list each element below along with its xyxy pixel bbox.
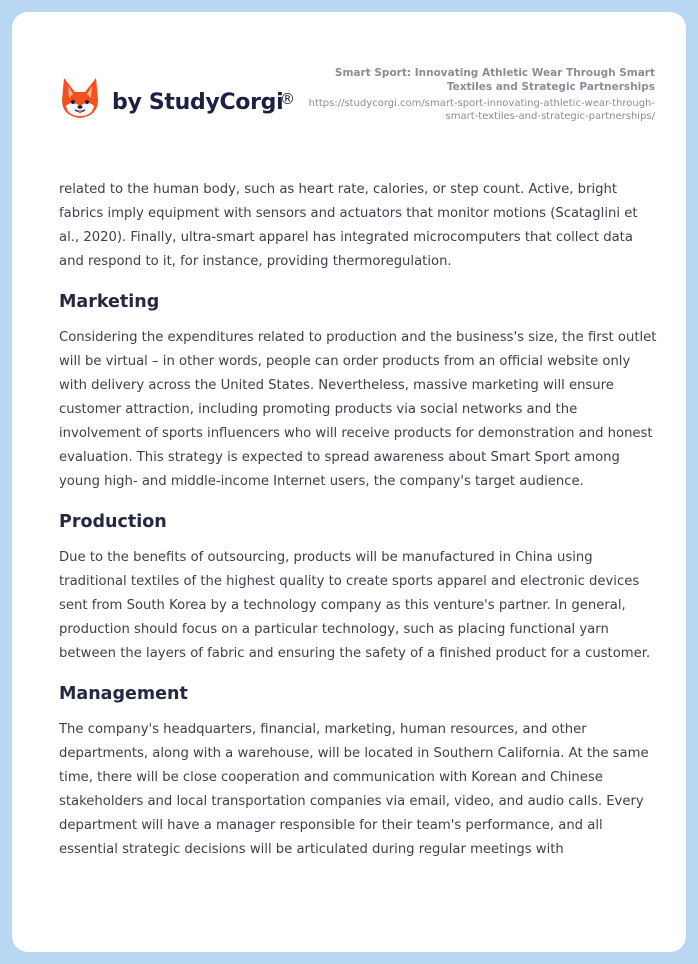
section-heading-management: Management (59, 684, 188, 704)
document-title: Smart Sport: Innovating Athletic Wear Through Smart Textiles and Strategic Partnerships (334, 67, 655, 93)
intro-paragraph: related to the human body, such as heart rate, calories, or step count. Active, bright fabrics imply equipment with sensors and actuators that monitor motions (Scataglini et al., 2020). Finally, ultra-smart apparel has integrated microcomputers that collect data and respond to it, for instance, providing thermoregulation. (59, 182, 638, 269)
document-meta (295, 66, 655, 123)
section-paragraph-management: The company's headquarters, financial, marketing, human resources, and other departments, along with a warehouse, will be located in Southern California. At the same time, there will be close cooperation and communication with Korean and Chinese stakeholders and local transportation companies via email, video, and audio calls. Every department will have a manager responsible for their team's performance, and all essential strategic decisions will be articulated during regular meetings with (59, 722, 649, 857)
studycorgi-logo[interactable] (60, 76, 295, 120)
section-paragraph-marketing: Considering the expenditures related to production and the business's size, the first outlet will be virtual – in other words, people can order products from an official website only with delivery across the United States. Nevertheless, massive marketing will ensure customer attraction, including promoting products via social networks and the involvement of sports influencers who will receive products for demonstration and honest evaluation. This strategy is expected to spread awareness about Smart Sport among young high- and middle-income Internet users, the company's target audience. (59, 330, 657, 489)
document-body (59, 178, 659, 862)
registered-mark: ® (280, 90, 295, 108)
section-heading-production: Production (59, 512, 167, 532)
page-header (12, 12, 686, 162)
document-url[interactable]: https://studycorgi.com/smart-sport-innovating-athletic-wear-through-smart-textiles-and-strategic-partnerships/ (308, 98, 655, 122)
brand-name: by StudyCorgi (112, 89, 284, 115)
document-card (12, 12, 686, 952)
section-paragraph-production: Due to the benefits of outsourcing, products will be manufactured in China using traditional textiles of the highest quality to create sports apparel and electronic devices sent from South Korea by a technology company as this venture's partner. In general, production should focus on a particular technology, such as placing functional yarn between the layers of fabric and ensuring the safety of a finished product for a customer. (59, 550, 651, 661)
section-heading-marketing: Marketing (59, 292, 160, 312)
corgi-face-icon (60, 76, 100, 120)
